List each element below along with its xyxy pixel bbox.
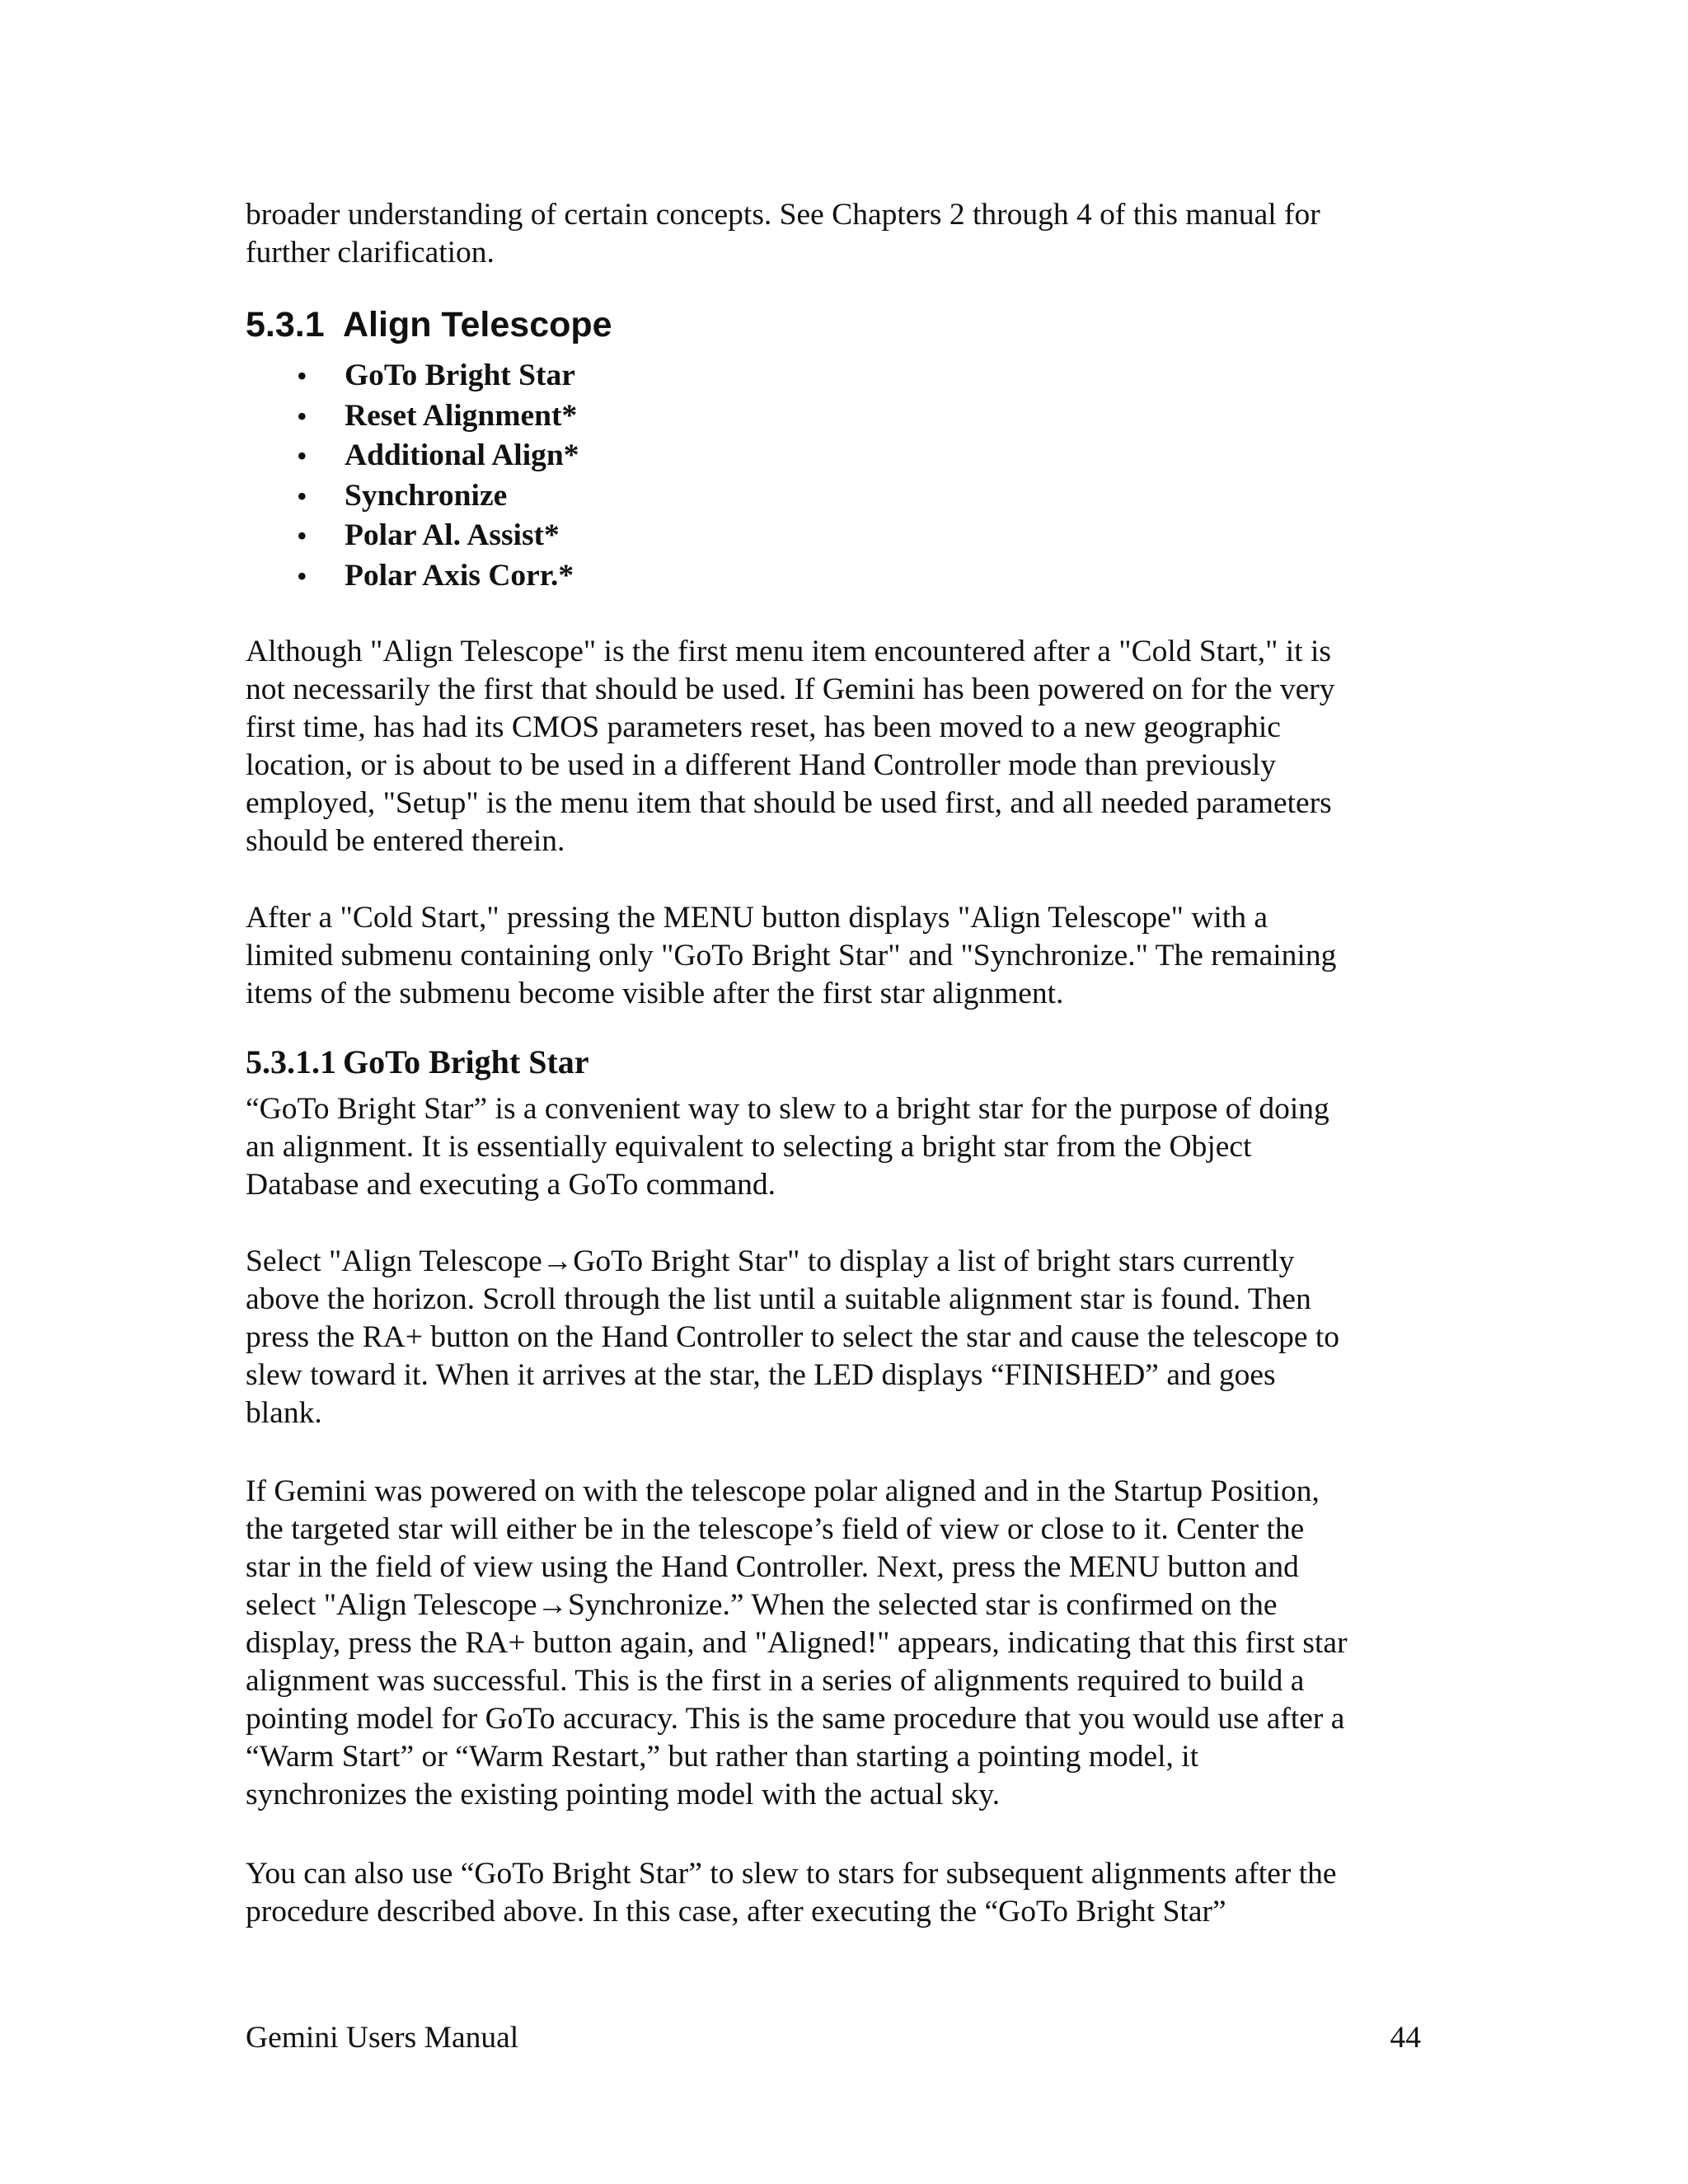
list-item xyxy=(246,516,579,556)
text-line: first time, has had its CMOS parameters reset, has been moved to a new geographic xyxy=(246,710,1281,744)
list-item xyxy=(246,356,579,396)
bullet-icon: • xyxy=(297,399,307,433)
list-item-label: Polar Al. Assist* xyxy=(345,518,560,553)
text-line: “Warm Start” or “Warm Restart,” but rather than starting a pointing model, it xyxy=(246,1740,1199,1774)
text-line: further clarification. xyxy=(246,236,495,269)
body-paragraph xyxy=(246,1473,1441,1814)
list-item-label: Additional Align* xyxy=(345,438,579,473)
page-number: 44 xyxy=(1390,2021,1421,2055)
body-paragraph xyxy=(246,633,1441,860)
text-line: employed, "Setup" is the menu item that should be used first, and all needed parameters xyxy=(246,786,1332,820)
section-title: Align Telescope xyxy=(343,305,612,344)
list-item xyxy=(246,436,579,476)
list-item-label: Reset Alignment* xyxy=(345,398,578,433)
section-number: 5.3.1 xyxy=(246,305,325,344)
text-line: Database and executing a GoTo command. xyxy=(246,1168,776,1202)
list-item xyxy=(246,476,579,517)
text-line: not necessarily the first that should be used. If Gemini has been powered on for the very xyxy=(246,673,1335,706)
bullet-icon: • xyxy=(297,559,307,593)
text-line: Although "Align Telescope" is the first menu item encountered after a "Cold Start," it is xyxy=(246,635,1332,668)
body-paragraph xyxy=(246,1090,1441,1204)
list-item-label: Synchronize xyxy=(345,478,508,513)
text-line: blank. xyxy=(246,1396,322,1430)
text-line: above the horizon. Scroll through the list until a suitable alignment star is found. Then xyxy=(246,1282,1311,1316)
text-line: star in the field of view using the Hand Controller. Next, press the MENU button and xyxy=(246,1550,1299,1584)
bullet-icon: • xyxy=(297,359,307,392)
submenu-list xyxy=(246,356,579,597)
text-line: pointing model for GoTo accuracy. This is the same procedure that you would use after a xyxy=(246,1702,1345,1736)
body-paragraph xyxy=(246,1855,1441,1931)
section-number: 5.3.1.1 xyxy=(246,1043,336,1080)
intro-paragraph xyxy=(246,196,1441,272)
text-line: Select "Align Telescope→GoTo Bright Star" to display a list of bright stars currently xyxy=(246,1244,1295,1278)
bullet-icon: • xyxy=(297,479,307,513)
text-line: location, or is about to be used in a different Hand Controller mode than previously xyxy=(246,748,1277,782)
text-line: select "Align Telescope→Synchronize.” When the selected star is confirmed on the xyxy=(246,1588,1278,1622)
list-item xyxy=(246,396,579,437)
text-line: slew toward it. When it arrives at the star, the LED displays “FINISHED” and goes xyxy=(246,1358,1276,1392)
text-line: the targeted star will either be in the telescope’s field of view or close to it. Center the xyxy=(246,1512,1305,1546)
text-line: “GoTo Bright Star” is a convenient way to slew to a bright star for the purpose of doing xyxy=(246,1092,1329,1126)
body-paragraph xyxy=(246,899,1441,1013)
section-heading-5-3-1 xyxy=(246,303,612,346)
body-paragraph xyxy=(246,1243,1441,1432)
text-line: limited submenu containing only "GoTo Bright Star" and "Synchronize." The remaining xyxy=(246,939,1337,972)
list-item-label: Polar Axis Corr.* xyxy=(345,558,574,593)
section-heading-5-3-1-1 xyxy=(246,1042,589,1083)
list-item-label: GoTo Bright Star xyxy=(345,359,575,392)
list-item xyxy=(246,556,579,597)
text-line: synchronizes the existing pointing model with the actual sky. xyxy=(246,1778,1001,1811)
text-line: should be entered therein. xyxy=(246,824,565,858)
text-line: procedure described above. In this case, after executing the “GoTo Bright Star” xyxy=(246,1895,1226,1929)
text-line: You can also use “GoTo Bright Star” to slew to stars for subsequent alignments after the xyxy=(246,1857,1337,1891)
text-line: After a "Cold Start," pressing the MENU button displays "Align Telescope" with a xyxy=(246,901,1268,935)
text-line: alignment was successful. This is the first in a series of alignments required to build a xyxy=(246,1664,1305,1698)
text-line: If Gemini was powered on with the telescope polar aligned and in the Startup Position, xyxy=(246,1474,1320,1508)
text-line: items of the submenu become visible after the first star alignment. xyxy=(246,977,1064,1010)
section-title: GoTo Bright Star xyxy=(343,1043,589,1080)
bullet-icon: • xyxy=(297,439,307,473)
text-line: display, press the RA+ button again, and "Aligned!" appears, indicating that this first star xyxy=(246,1626,1348,1660)
bullet-icon: • xyxy=(297,519,307,553)
text-line: an alignment. It is essentially equivalent to selecting a bright star from the Object xyxy=(246,1130,1252,1164)
text-line: press the RA+ button on the Hand Controller to select the star and cause the telescope to xyxy=(246,1320,1340,1354)
text-line: broader understanding of certain concepts. See Chapters 2 through 4 of this manual for xyxy=(246,198,1320,232)
footer-title: Gemini Users Manual xyxy=(246,2021,519,2055)
